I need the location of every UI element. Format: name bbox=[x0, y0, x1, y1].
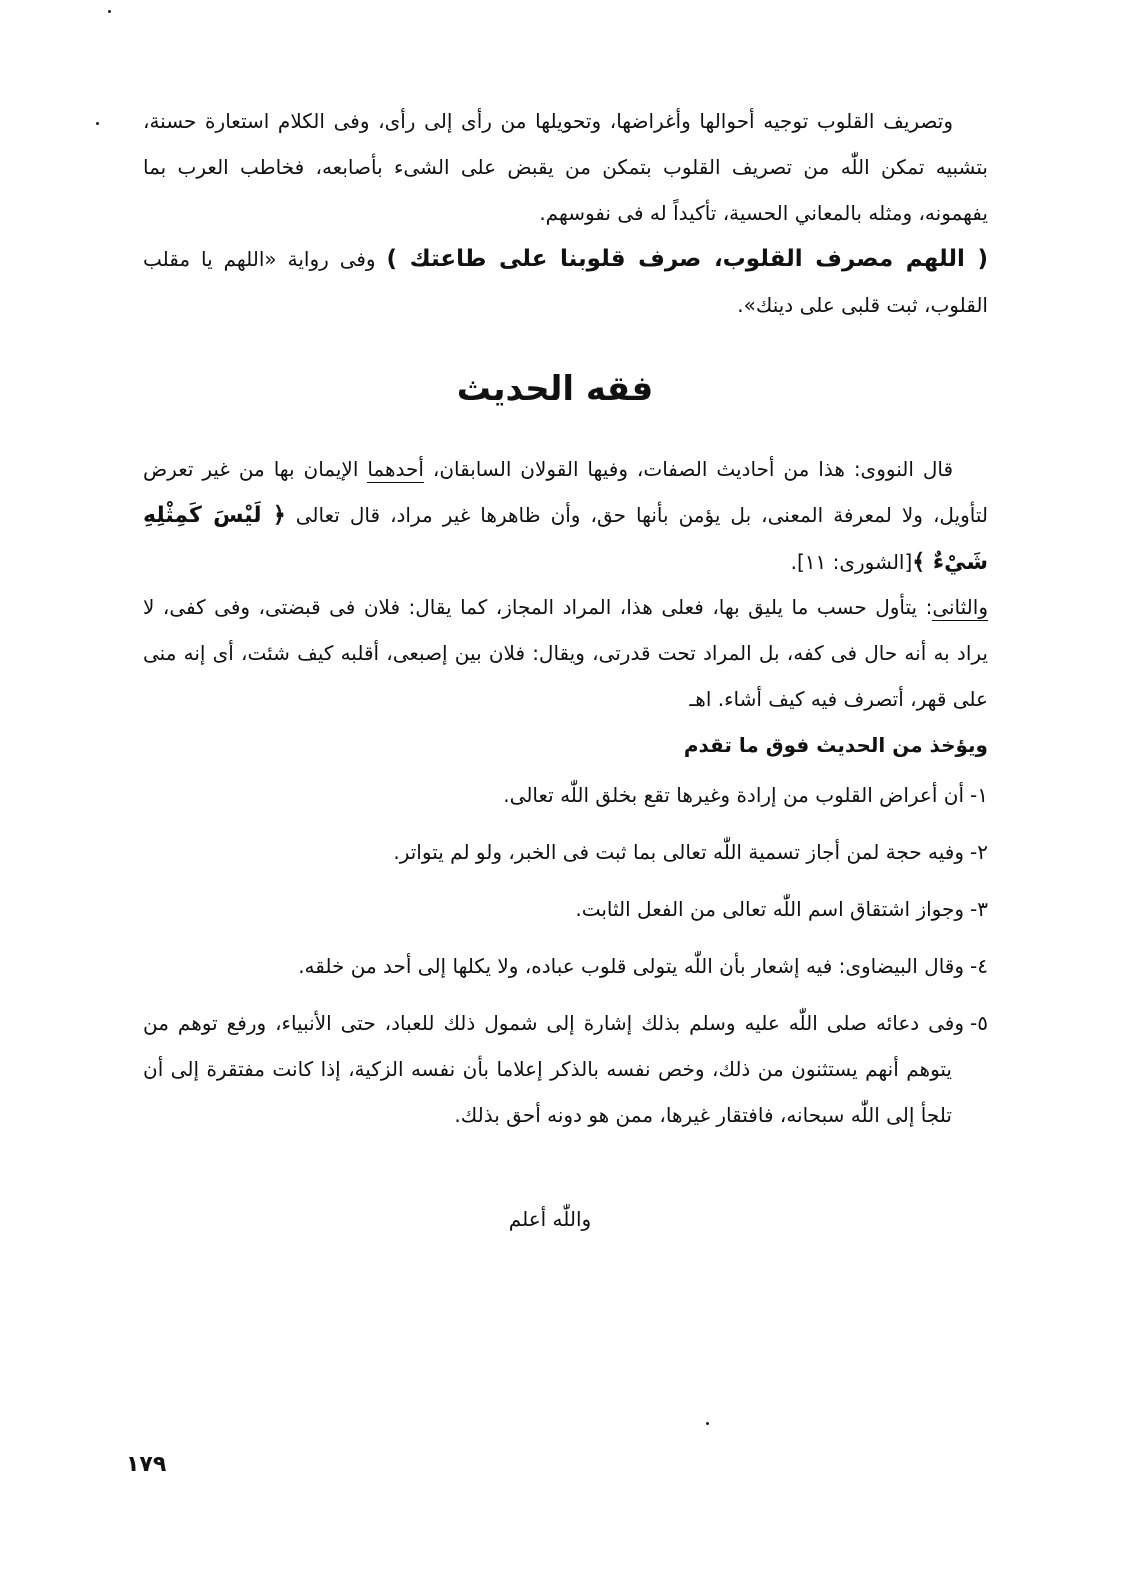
list-item-text: وجواز اشتقاق اسم اللّٰه تعالى من الفعل الثابت. bbox=[575, 897, 965, 921]
list-item-number: ٣- bbox=[970, 897, 988, 921]
paragraph-hadith-prayer bbox=[143, 236, 988, 328]
list-item-number: ١- bbox=[970, 783, 988, 807]
paragraph-text: الإيمان بها من غير تعرض لتأويل، ولا لمعرفة المعنى، بل يؤمن بأنها حق، وأن ظاهرها غير مراد، قال تعالى bbox=[143, 457, 988, 527]
list-item bbox=[143, 886, 988, 932]
paragraph-heart-turning bbox=[143, 98, 988, 236]
list-item bbox=[143, 1000, 988, 1138]
list-item-text: أن أعراض القلوب من إرادة وغيرها تقع بخلق اللّٰه تعالى. bbox=[503, 783, 965, 807]
hadith-quote: ( اللهم مصرف القلوب، صرف قلوبنا على طاعتك ) bbox=[386, 246, 989, 272]
underlined-term-second: والثانى bbox=[932, 595, 988, 619]
list-item bbox=[143, 829, 988, 875]
paragraph-text: وفى رواية «اللهم يا مقلب القلوب، ثبت قلبى على دينك». bbox=[143, 247, 988, 317]
scan-speck bbox=[706, 1422, 709, 1425]
list-item-text: وفيه حجة لمن أجاز تسمية اللّٰه تعالى بما ثبت فى الخبر، ولو لم يتواتر. bbox=[393, 840, 965, 864]
verse-reference: [الشورى: ١١]. bbox=[790, 550, 913, 574]
section-heading: فقه الحديث bbox=[456, 369, 654, 409]
paragraph-nawawi bbox=[143, 446, 988, 586]
paragraph-second-opinion bbox=[143, 584, 988, 722]
list-item-number: ٥- bbox=[970, 1011, 988, 1035]
scan-speck bbox=[108, 10, 111, 13]
list-item-text: وقال البيضاوى: فيه إشعار بأن اللّٰه يتولى قلوب عباده، ولا يكلها إلى أحد من خلقه. bbox=[298, 954, 965, 978]
paragraph-text: قال النووى: هذا من أحاديث الصفات، وفيها القولان السابقان، bbox=[423, 457, 953, 481]
scan-speck bbox=[96, 122, 99, 125]
quran-verse: ﴿ لَيْسَ كَمِثْلِهِ شَيْءٌ ﴾ bbox=[143, 503, 988, 575]
paragraph-text: : يتأول حسب ما يليق بها، فعلى هذا، المراد المجاز، كما يقال: فلان فى قبضتى، وفى كفى، لا يراد به أنه حال فى كفه، بل المراد تحت قدرتى، ويقال: فلان بين إصبعى، أقلبه كيف شئت، أى إنه منى على قهر، أتصرف فيه كيف أشاء. اهـ bbox=[143, 595, 988, 711]
list-item-number: ٤- bbox=[970, 954, 988, 978]
list-item-number: ٢- bbox=[970, 840, 988, 864]
list-item bbox=[143, 943, 988, 989]
list-item-text: وفى دعائه صلى اللّٰه عليه وسلم بذلك إشارة إلى شمول ذلك للعباد، حتى الأنبياء، ورفع توهم من يتوهم أنهم يستثنون من ذلك، وخص نفسه بالذكر إعلاما بأن نفسه الزكية، إذا كانت مفتقرة إلى أن تلجأ إلى اللّٰه سبحانه، فافتقار غيرها، ممن هو دونه أحق بذلك. bbox=[143, 1011, 965, 1127]
list-subheading: ويؤخذ من الحديث فوق ما تقدم bbox=[683, 733, 988, 757]
underlined-term-first: أحدهما bbox=[367, 457, 424, 481]
lessons-list bbox=[143, 772, 988, 1149]
paragraph-text: وتصريف القلوب توجيه أحوالها وأغراضها، وتحويلها من رأى إلى رأى، وفى الكلام استعارة حسنة، بتشبيه تمكن اللّٰه من تصريف القلوب بتمكن من يقبض على الشىء بأصابعه، فخاطب العرب بما يفهمونه، ومثله بالمعاني الحسية، تأكيداً له فى نفوسهم. bbox=[143, 109, 988, 225]
page-number: ١٧٩ bbox=[126, 1452, 167, 1477]
closing-phrase: واللّٰه أعلم bbox=[508, 1207, 592, 1231]
list-item bbox=[143, 772, 988, 818]
